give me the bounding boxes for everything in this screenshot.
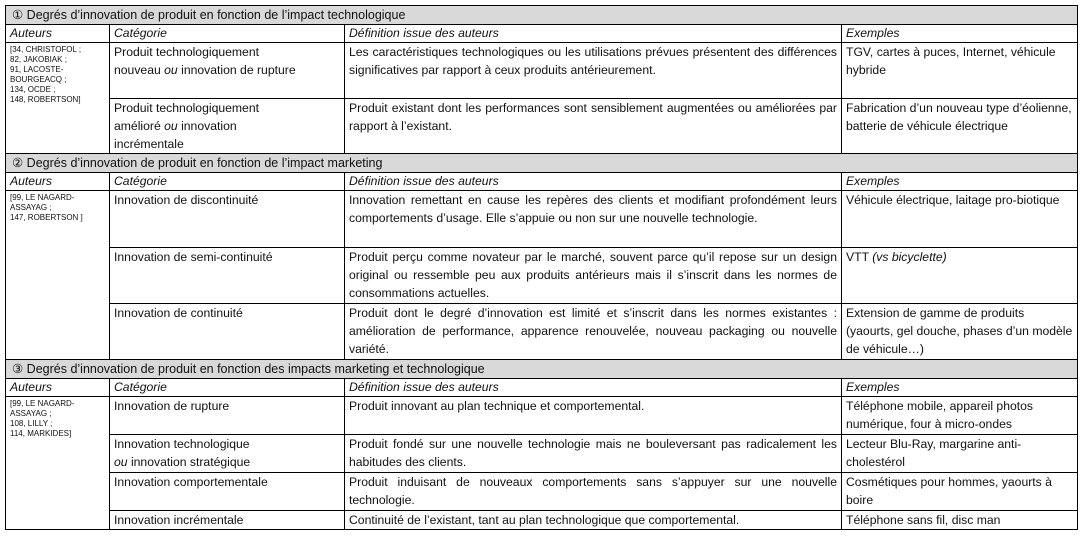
table-row bbox=[6, 511, 1078, 530]
author-ref: 148, ROBERTSON] bbox=[10, 95, 81, 104]
author-ref: 91, LACOSTE- bbox=[10, 65, 64, 74]
table-row bbox=[6, 191, 1078, 248]
column-header-row bbox=[6, 379, 1078, 397]
category-ou: ou bbox=[164, 63, 178, 77]
author-ref: ASSAYAG ; bbox=[10, 203, 52, 212]
author-ref: BOURGEACQ ; bbox=[10, 75, 67, 84]
header-auteurs: Auteurs bbox=[6, 173, 110, 191]
author-ref: 114, MARKIDES] bbox=[10, 429, 72, 438]
author-ref: [99, LE NAGARD- bbox=[10, 399, 75, 408]
header-definition: Définition issue des auteurs bbox=[345, 173, 842, 191]
category-cell: Innovation incrémentale bbox=[110, 511, 345, 530]
header-categorie: Catégorie bbox=[110, 173, 345, 191]
definition-cell: Continuité de l’existant, tant au plan technologique que comportemental. bbox=[345, 511, 842, 530]
column-header-row bbox=[6, 25, 1078, 43]
category-text: nouveau bbox=[114, 63, 165, 77]
section-title: ② Degrés d’innovation de produit en fonction de l’impact marketing bbox=[6, 154, 1078, 173]
category-text: incrémentale bbox=[114, 137, 184, 151]
examples-cell: Lecteur Blu-Ray, margarine anti-cholestérol bbox=[842, 435, 1078, 473]
header-categorie: Catégorie bbox=[110, 379, 345, 397]
header-exemples: Exemples bbox=[842, 173, 1078, 191]
category-cell: Innovation de semi-continuité bbox=[110, 248, 345, 304]
header-auteurs: Auteurs bbox=[6, 379, 110, 397]
category-ou: ou bbox=[164, 119, 178, 133]
examples-cell: Fabrication d’un nouveau type d’éolienne, batterie de véhicule électrique bbox=[842, 99, 1078, 154]
authors-cell bbox=[6, 43, 110, 154]
table-row bbox=[6, 43, 1078, 99]
category-text: Innovation technologique bbox=[114, 437, 250, 451]
author-ref: 108, LILLY ; bbox=[10, 419, 53, 428]
table-row bbox=[6, 248, 1078, 304]
examples-cell: Extension de gamme de produits (yaourts, gel douche, phases d’un modèle de véhicule…) bbox=[842, 304, 1078, 360]
category-cell: Innovation de discontinuité bbox=[110, 191, 345, 248]
table-row bbox=[6, 99, 1078, 154]
category-cell bbox=[110, 43, 345, 99]
examples-cell: Téléphone mobile, appareil photos numérique, four à micro-ondes bbox=[842, 397, 1078, 435]
table-row bbox=[6, 304, 1078, 360]
table-row bbox=[6, 435, 1078, 473]
examples-cell bbox=[842, 248, 1078, 304]
category-cell: Innovation de rupture bbox=[110, 397, 345, 435]
definition-cell: Produit existant dont les performances sont sensiblement augmentées ou améliorées par rapport à l’existant. bbox=[345, 99, 842, 154]
category-text: amélioré bbox=[114, 119, 165, 133]
author-ref: ASSAYAG ; bbox=[10, 409, 52, 418]
header-definition: Définition issue des auteurs bbox=[345, 379, 842, 397]
table-row bbox=[6, 397, 1078, 435]
header-exemples: Exemples bbox=[842, 25, 1078, 43]
header-exemples: Exemples bbox=[842, 379, 1078, 397]
category-text: Produit technologiquement bbox=[114, 101, 259, 115]
category-cell: Innovation comportementale bbox=[110, 473, 345, 511]
category-text: innovation stratégique bbox=[127, 455, 251, 469]
category-text: Produit technologiquement bbox=[114, 45, 259, 59]
examples-text: VTT bbox=[846, 250, 873, 264]
category-text: innovation de rupture bbox=[177, 63, 296, 77]
definition-cell: Produit innovant au plan technique et comportemental. bbox=[345, 397, 842, 435]
definition-cell: Produit fondé sur une nouvelle technologie mais ne bouleversant pas radicalement les habitudes des clients. bbox=[345, 435, 842, 473]
author-ref: 134, OCDE ; bbox=[10, 85, 56, 94]
section-title: ① Degrés d’innovation de produit en fonction de l’impact technologique bbox=[6, 6, 1078, 25]
examples-cell: Téléphone sans fil, disc man bbox=[842, 511, 1078, 530]
authors-cell bbox=[6, 191, 110, 360]
table-row bbox=[6, 473, 1078, 511]
category-cell bbox=[110, 435, 345, 473]
definition-cell: Produit dont le degré d’innovation est limité et s’inscrit dans les normes existantes : amélioration de performance, apparence renouvelée, nouveau packaging ou nouvelle variété. bbox=[345, 304, 842, 360]
category-cell bbox=[110, 99, 345, 154]
section-title: ③ Degrés d’innovation de produit en fonction des impacts marketing et technologique bbox=[6, 360, 1078, 379]
definition-cell: Produit perçu comme novateur par le marché, souvent parce qu’il repose sur un design original ou ressemble peu aux produits antérieurs mais il s’inscrit dans les normes de consommations actuelles. bbox=[345, 248, 842, 304]
author-ref: 147, ROBERTSON ] bbox=[10, 213, 83, 222]
examples-cell: Cosmétiques pour hommes, yaourts à boire bbox=[842, 473, 1078, 511]
category-ou: ou bbox=[114, 455, 128, 469]
author-ref: [34, CHRISTOFOL ; bbox=[10, 45, 82, 54]
header-categorie: Catégorie bbox=[110, 25, 345, 43]
innovation-table bbox=[5, 5, 1078, 530]
column-header-row bbox=[6, 173, 1078, 191]
authors-cell bbox=[6, 397, 110, 530]
category-cell: Innovation de continuité bbox=[110, 304, 345, 360]
category-text: innovation bbox=[177, 119, 237, 133]
header-definition: Définition issue des auteurs bbox=[345, 25, 842, 43]
author-ref: [99, LE NAGARD- bbox=[10, 193, 75, 202]
header-auteurs: Auteurs bbox=[6, 25, 110, 43]
examples-cell: Véhicule électrique, laitage pro-biotique bbox=[842, 191, 1078, 248]
definition-cell: Innovation remettant en cause les repères des clients et modifiant profondément leurs comportements d’usage. Elle s’appuie ou non sur une nouvelle technologie. bbox=[345, 191, 842, 248]
definition-cell: Produit induisant de nouveaux comportements sans s’appuyer sur une nouvelle technologie. bbox=[345, 473, 842, 511]
definition-cell: Les caractéristiques technologiques ou les utilisations prévues présentent des différences significatives par rapport à ceux produits antérieurement. bbox=[345, 43, 842, 99]
examples-note: (vs bicyclette) bbox=[872, 250, 947, 264]
author-ref: 82, JAKOBIAK ; bbox=[10, 55, 67, 64]
examples-cell: TGV, cartes à puces, Internet, véhicule hybride bbox=[842, 43, 1078, 99]
